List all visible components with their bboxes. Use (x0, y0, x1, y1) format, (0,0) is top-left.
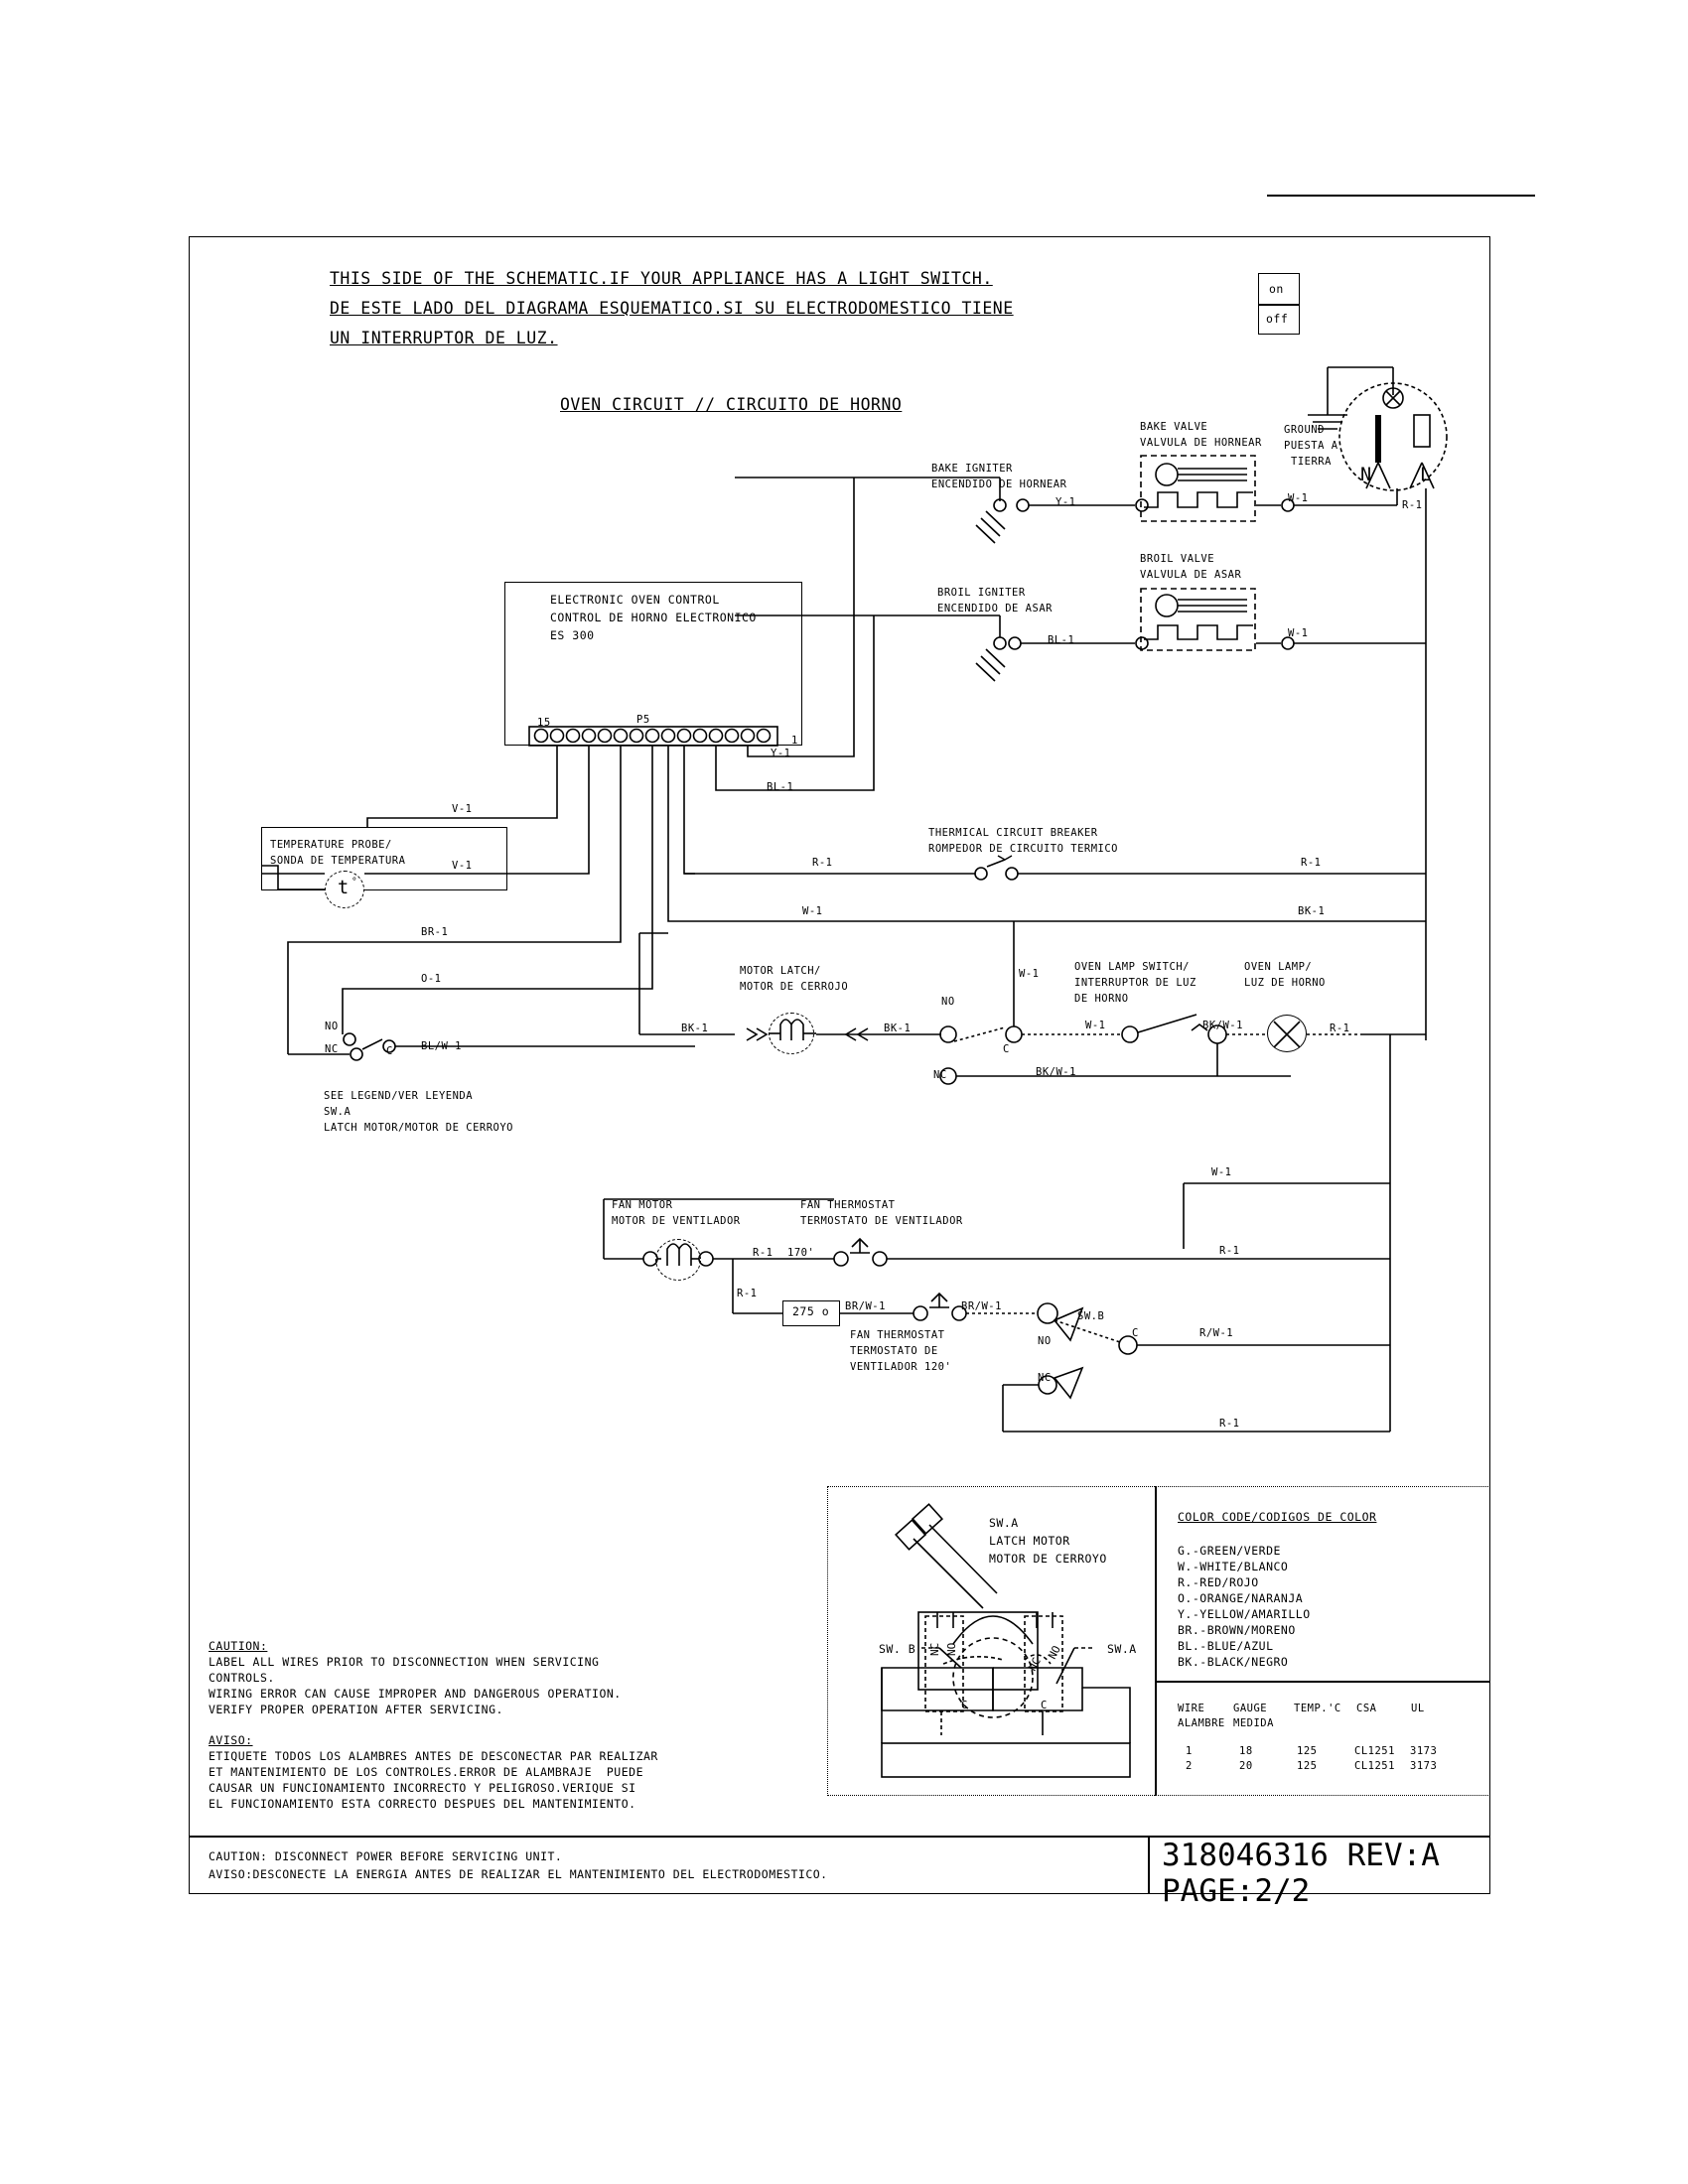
broil-igniter-label-es: ENCENDIDO DE ASAR (937, 603, 1053, 614)
wire-label-rw1: R/W-1 (1199, 1327, 1234, 1339)
footer-aviso-text: DESCONECTE LA ENERGIA ANTES DE REALIZAR EL MANTENIMIENTO DEL ELECTRODOMESTICO. (252, 1867, 828, 1881)
oven-lamp-label-en: OVEN LAMP/ (1244, 961, 1313, 973)
wire-label-brw1-right: BR/W-1 (961, 1300, 1002, 1312)
bake-igniter-label-es: ENCENDIDO DE HORNEAR (931, 478, 1067, 490)
latch-detail-title-2: LATCH MOTOR (989, 1534, 1070, 1548)
wire-label-bk1-left: BK-1 (681, 1023, 709, 1034)
light-switch-on-label: on (1269, 282, 1284, 296)
bake-valve-label-es: VALVULA DE HORNEAR (1140, 437, 1262, 449)
color-code-item: BL.-BLUE/AZUL (1178, 1639, 1274, 1653)
header-line-3: UN INTERRUPTOR DE LUZ. (330, 329, 558, 347)
footer-caution-label: CAUTION: (209, 1849, 268, 1863)
wire-label-control-bl1: BL-1 (767, 781, 794, 793)
fan-thermostat-120-line-1: FAN THERMOSTAT (850, 1329, 945, 1341)
caution-es-title: AVISO: (209, 1733, 253, 1747)
sw-a-note-line-3: LATCH MOTOR/MOTOR DE CERROYO (324, 1122, 514, 1134)
broil-valve-label-es: VALVULA DE ASAR (1140, 569, 1242, 581)
light-switch-divider (1258, 304, 1300, 306)
wire-table-header-alambre: ALAMBRE (1178, 1717, 1225, 1729)
light-switch-off-label: off (1266, 312, 1289, 326)
ground-label-2: PUESTA A (1284, 440, 1338, 452)
wire-label-blw1: BL/W-1 (421, 1040, 462, 1052)
wire-table-header-medida: MEDIDA (1233, 1717, 1274, 1729)
oven-lamp-switch-line-3: DE HORNO (1074, 993, 1129, 1005)
caution-es-line: EL FUNCIONAMIENTO ESTA CORRECTO DESPUES DEL MANTENIMIENTO. (209, 1797, 636, 1811)
wire-table-top-rule (1155, 1681, 1490, 1683)
wire-table-cell: 125 (1297, 1760, 1318, 1772)
latch-detail-divider (1155, 1486, 1157, 1796)
wire-label-control-y1: Y-1 (771, 748, 791, 759)
footer-caution-text: DISCONNECT POWER BEFORE SERVICING UNIT. (267, 1849, 563, 1863)
fan-thermostat-170-label-es: TERMOSTATO DE VENTILADOR (800, 1215, 963, 1227)
color-code-item: Y.-YELLOW/AMARILLO (1178, 1607, 1311, 1621)
color-code-item: BR.-BROWN/MORENO (1178, 1623, 1296, 1637)
oven-control-pin-15: 15 (537, 717, 551, 729)
caution-en-line: WIRING ERROR CAN CAUSE IMPROPER AND DANGEROUS OPERATION. (209, 1687, 622, 1701)
plug-line-label: L (1420, 465, 1432, 485)
wire-table-header-gauge: GAUGE (1233, 1703, 1268, 1714)
color-code-item: W.-WHITE/BLANCO (1178, 1560, 1289, 1573)
latch-detail-c-right: C (1041, 1700, 1048, 1711)
broil-valve-label-en: BROIL VALVE (1140, 553, 1215, 565)
oven-control-line-3: ES 300 (550, 628, 595, 642)
wire-table-cell: CL1251 (1354, 1760, 1395, 1772)
latch-detail-c-left: C (961, 1700, 968, 1711)
fan-thermostat-170-label-en: FAN THERMOSTAT (800, 1199, 896, 1211)
wire-label-bake-valve-out: W-1 (1288, 492, 1309, 504)
wire-label-bk1-latch: BK-1 (884, 1023, 912, 1034)
latch-detail-nc-rot: NC (928, 1642, 941, 1656)
oven-control-line-2: CONTROL DE HORNO ELECTRONICO (550, 611, 757, 624)
bake-igniter-label-en: BAKE IGNITER (931, 463, 1013, 475)
top-rule (1267, 195, 1535, 197)
wire-label-r1-fan-170: R-1 (753, 1247, 774, 1259)
swb-no-label: NO (1038, 1335, 1052, 1347)
temp-probe-label-es: SONDA DE TEMPERATURA (270, 855, 406, 867)
latch-motor-symbol (769, 1013, 814, 1054)
caution-en-line: LABEL ALL WIRES PRIOR TO DISCONNECTION WHEN SERVICING (209, 1655, 600, 1669)
wire-label-w1-mid: W-1 (802, 905, 823, 917)
wire-label-probe-v1-top: V-1 (452, 803, 473, 815)
circuit-title: OVEN CIRCUIT // CIRCUITO DE HORNO (560, 395, 903, 414)
latch-sw-nc-label: NC (325, 1043, 339, 1055)
color-code-item: O.-ORANGE/NARANJA (1178, 1591, 1304, 1605)
ground-label-3: TIERRA (1291, 456, 1332, 468)
latch-detail-nc-rot-2: NC (1026, 1655, 1044, 1674)
latch-detail-no-rot: NO (945, 1642, 958, 1656)
temp-probe-degree: ° (352, 877, 358, 887)
motor-latch-label-en: MOTOR LATCH/ (740, 965, 821, 977)
color-code-item: BK.-BLACK/NEGRO (1178, 1655, 1289, 1669)
latch-sw-c-label: C (386, 1045, 393, 1057)
lamp-sw-no-label: NO (941, 996, 955, 1008)
wire-table-cell: 125 (1297, 1745, 1318, 1757)
bake-valve-label-en: BAKE VALVE (1140, 421, 1208, 433)
header-line-2: DE ESTE LADO DEL DIAGRAMA ESQUEMATICO.SI SU ELECTRODOMESTICO TIENE (330, 299, 1014, 318)
header-line-1: THIS SIDE OF THE SCHEMATIC.IF YOUR APPLIANCE HAS A LIGHT SWITCH. (330, 269, 993, 288)
wire-label-breaker-left: R-1 (812, 857, 833, 869)
wire-label-broil-valve-out: W-1 (1288, 627, 1309, 639)
wire-label-br1: BR-1 (421, 926, 449, 938)
color-code-item: G.-GREEN/VERDE (1178, 1544, 1281, 1558)
wire-label-w1-lampsw: W-1 (1085, 1020, 1106, 1031)
footer-aviso-label: AVISO: (209, 1867, 253, 1881)
sw-a-note-line-2: SW.A (324, 1106, 352, 1118)
wire-label-r1-bottom: R-1 (1219, 1418, 1240, 1430)
wire-label-o1: O-1 (421, 973, 442, 985)
thermal-breaker-label-es: ROMPEDOR DE CIRCUITO TERMICO (928, 843, 1119, 855)
wire-label-bkw1-lamp: BK/W-1 (1202, 1020, 1243, 1031)
wire-label-broil-igniter-out: BL-1 (1048, 634, 1075, 646)
wire-label-brw1-left: BR/W-1 (845, 1300, 886, 1312)
wire-table-cell: 3173 (1410, 1760, 1438, 1772)
wire-table-cell: 20 (1239, 1760, 1253, 1772)
caution-en-line: CONTROLS. (209, 1671, 275, 1685)
sw-b-label: SW.B (1077, 1310, 1105, 1322)
wire-label-w1-long: W-1 (1211, 1166, 1232, 1178)
footer-caution-es (209, 1868, 828, 1881)
wire-label-r1-fan-branch: R-1 (737, 1288, 758, 1299)
wire-table-header-ul: UL (1411, 1703, 1425, 1714)
wire-label-bake-igniter-out: Y-1 (1055, 496, 1076, 508)
lamp-sw-c-label: C (1003, 1043, 1010, 1055)
caution-es-line: ET MANTENIMIENTO DE LOS CONTROLES.ERROR DE ALAMBRAJE PUEDE (209, 1765, 643, 1779)
temp-probe-label-en: TEMPERATURE PROBE/ (270, 839, 392, 851)
broil-igniter-label-en: BROIL IGNITER (937, 587, 1026, 599)
oven-lamp-label-es: LUZ DE HORNO (1244, 977, 1326, 989)
oven-control-line-1: ELECTRONIC OVEN CONTROL (550, 593, 720, 607)
wire-label-bk1-right: BK-1 (1298, 905, 1326, 917)
plug-neutral-label: N (1360, 465, 1372, 485)
wire-table-cell: 1 (1186, 1745, 1193, 1757)
wire-label-line-right: R-1 (1402, 499, 1423, 511)
wire-table-cell: 2 (1186, 1760, 1193, 1772)
sw-a-note-line-1: SEE LEGEND/VER LEYENDA (324, 1090, 474, 1102)
fan-motor-label-en: FAN MOTOR (612, 1199, 673, 1211)
color-code-title: COLOR CODE/CODIGOS DE COLOR (1178, 1510, 1377, 1524)
wire-table-header-csa: CSA (1356, 1703, 1377, 1714)
wire-table-cell: 18 (1239, 1745, 1253, 1757)
footer-caution-en (209, 1850, 562, 1863)
latch-detail-no-rot-2: NO (1046, 1643, 1063, 1662)
caution-es-line: CAUSAR UN FUNCIONAMIENTO INCORRECTO Y PELIGROSO.VERIQUE SI (209, 1781, 636, 1795)
caution-es-line: ETIQUETE TODOS LOS ALAMBRES ANTES DE DESCONECTAR PAR REALIZAR (209, 1749, 658, 1763)
latch-detail-swb-label: SW. B (879, 1642, 916, 1656)
latch-detail-title-1: SW.A (989, 1516, 1019, 1530)
latch-detail-title-3: MOTOR DE CERROYO (989, 1552, 1107, 1566)
oven-lamp-symbol (1267, 1015, 1307, 1052)
lamp-sw-nc-label: NC (933, 1069, 947, 1081)
oven-control-pin-1: 1 (791, 735, 798, 747)
oven-control-connector-p5: P5 (636, 714, 650, 726)
wire-table-header-temp: TEMP.'C (1294, 1703, 1341, 1714)
wire-label-w1-vert: W-1 (1019, 968, 1040, 980)
caution-en-line: VERIFY PROPER OPERATION AFTER SERVICING. (209, 1703, 503, 1716)
temp-probe-symbol-t: t (338, 878, 350, 898)
page-number: PAGE:2/2 (1162, 1873, 1311, 1909)
wire-table-cell: CL1251 (1354, 1745, 1395, 1757)
wire-label-bkw1-lower: BK/W-1 (1036, 1066, 1076, 1078)
wire-label-probe-v1-bot: V-1 (452, 860, 473, 872)
fan-thermostat-170-temp: 170' (787, 1247, 815, 1259)
swb-nc-label: NC (1038, 1372, 1052, 1384)
oven-lamp-switch-line-1: OVEN LAMP SWITCH/ (1074, 961, 1190, 973)
wire-label-breaker-right: R-1 (1301, 857, 1322, 869)
latch-detail-swa-label: SW.A (1107, 1642, 1137, 1656)
motor-latch-label-es: MOTOR DE CERROJO (740, 981, 849, 993)
caution-en-title: CAUTION: (209, 1639, 268, 1653)
wire-label-r1-lamp: R-1 (1330, 1023, 1350, 1034)
fan-thermostat-120-line-2: TERMOSTATO DE (850, 1345, 938, 1357)
part-number: 318046316 REV:A (1162, 1838, 1440, 1873)
oven-lamp-switch-line-2: INTERRUPTOR DE LUZ (1074, 977, 1196, 989)
footer-divider (1148, 1836, 1150, 1894)
wire-table-header-wire: WIRE (1178, 1703, 1205, 1714)
fan-resistor-value: 275 o (792, 1304, 830, 1318)
wire-label-r1-fan-right: R-1 (1219, 1245, 1240, 1257)
thermal-breaker-label-en: THERMICAL CIRCUIT BREAKER (928, 827, 1098, 839)
fan-motor-label-es: MOTOR DE VENTILADOR (612, 1215, 741, 1227)
ground-label-1: GROUND (1284, 424, 1325, 436)
color-code-item: R.-RED/ROJO (1178, 1575, 1259, 1589)
wire-table-cell: 3173 (1410, 1745, 1438, 1757)
fan-motor-symbol (655, 1239, 701, 1281)
fan-thermostat-120-line-3: VENTILADOR 120' (850, 1361, 952, 1373)
latch-sw-no-label: NO (325, 1021, 339, 1032)
swb-c-label: C (1132, 1327, 1139, 1339)
